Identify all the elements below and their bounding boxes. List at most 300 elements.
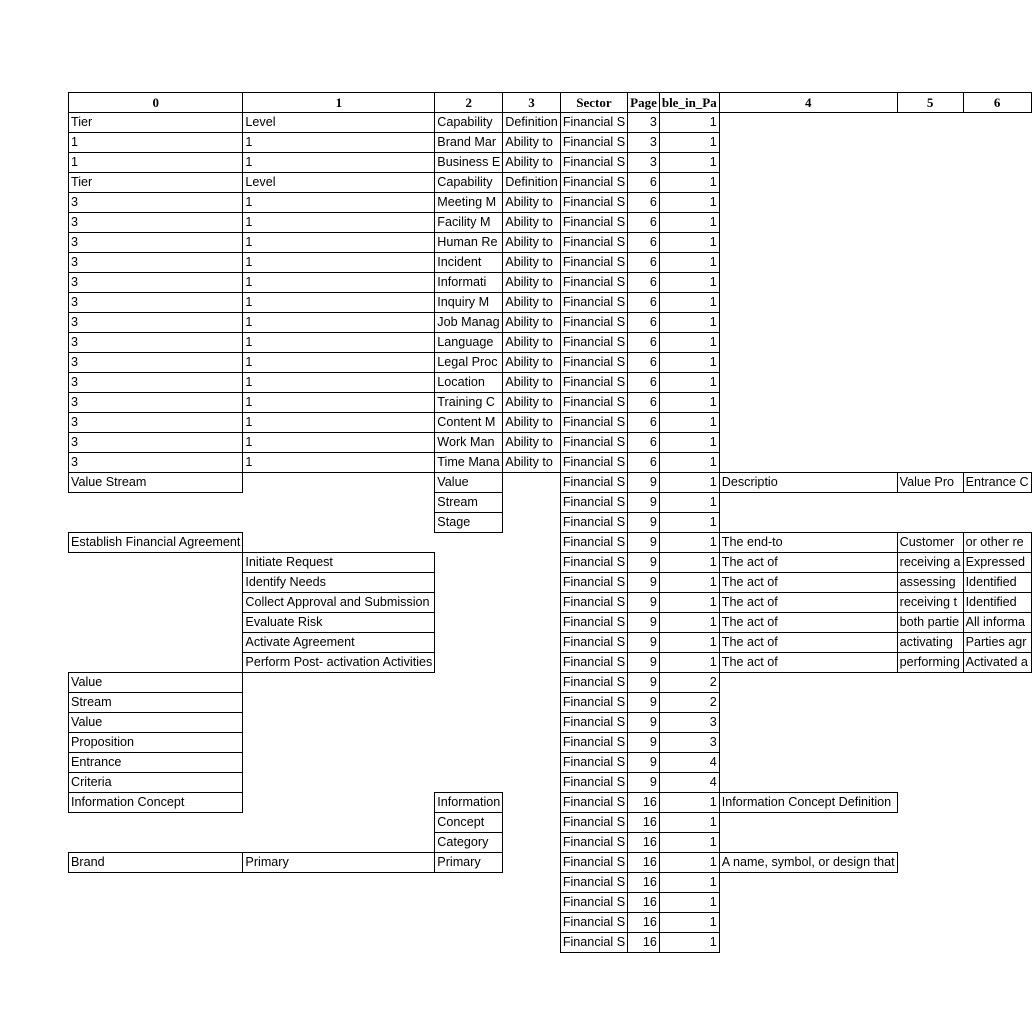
- table-cell[interactable]: 6: [628, 193, 660, 213]
- table-cell[interactable]: 1: [243, 413, 435, 433]
- table-cell[interactable]: Inquiry M: [435, 293, 503, 313]
- table-cell[interactable]: [719, 833, 897, 853]
- table-cell[interactable]: [719, 233, 897, 253]
- table-cell[interactable]: [435, 533, 503, 553]
- table-cell[interactable]: [963, 373, 1031, 393]
- table-cell[interactable]: Value: [69, 673, 243, 693]
- table-cell[interactable]: Concept: [435, 813, 503, 833]
- table-cell[interactable]: [963, 493, 1031, 513]
- table-cell[interactable]: [243, 733, 435, 753]
- table-cell[interactable]: [897, 413, 963, 433]
- table-cell[interactable]: [897, 893, 963, 913]
- table-cell[interactable]: 6: [628, 453, 660, 473]
- table-cell[interactable]: 1: [659, 213, 719, 233]
- table-cell[interactable]: [963, 893, 1031, 913]
- table-cell[interactable]: [963, 513, 1031, 533]
- table-cell[interactable]: [69, 573, 243, 593]
- table-cell[interactable]: [897, 733, 963, 753]
- table-cell[interactable]: 6: [628, 373, 660, 393]
- table-cell[interactable]: Financial S: [560, 313, 627, 333]
- table-cell[interactable]: 1: [659, 173, 719, 193]
- table-cell[interactable]: 9: [628, 633, 660, 653]
- table-cell[interactable]: 3: [69, 253, 243, 273]
- table-cell[interactable]: [435, 713, 503, 733]
- table-cell[interactable]: 3: [659, 733, 719, 753]
- table-cell[interactable]: [897, 933, 963, 953]
- table-cell[interactable]: [435, 553, 503, 573]
- table-cell[interactable]: [897, 313, 963, 333]
- table-cell[interactable]: Identify Needs: [243, 573, 435, 593]
- table-cell[interactable]: [69, 513, 243, 533]
- table-cell[interactable]: 2: [659, 673, 719, 693]
- table-cell[interactable]: Identified: [963, 593, 1031, 613]
- table-cell[interactable]: Definition: [503, 173, 561, 193]
- table-cell[interactable]: 1: [659, 113, 719, 133]
- table-cell[interactable]: or other re: [963, 533, 1031, 553]
- table-cell[interactable]: Financial S: [560, 253, 627, 273]
- table-cell[interactable]: [963, 793, 1031, 813]
- table-cell[interactable]: Financial S: [560, 273, 627, 293]
- table-cell[interactable]: Ability to: [503, 373, 561, 393]
- table-cell[interactable]: performing: [897, 653, 963, 673]
- table-cell[interactable]: 1: [659, 893, 719, 913]
- table-cell[interactable]: 16: [628, 913, 660, 933]
- table-cell[interactable]: Financial S: [560, 393, 627, 413]
- table-cell[interactable]: [243, 753, 435, 773]
- column-header[interactable]: 6: [963, 93, 1031, 113]
- table-cell[interactable]: Financial S: [560, 473, 627, 493]
- table-cell[interactable]: 9: [628, 753, 660, 773]
- table-cell[interactable]: Information Concept: [69, 793, 243, 813]
- table-cell[interactable]: 1: [659, 293, 719, 313]
- table-cell[interactable]: [897, 233, 963, 253]
- table-cell[interactable]: Financial S: [560, 593, 627, 613]
- table-cell[interactable]: 9: [628, 513, 660, 533]
- table-cell[interactable]: 3: [69, 433, 243, 453]
- table-cell[interactable]: Job Manag: [435, 313, 503, 333]
- table-cell[interactable]: Value: [69, 713, 243, 733]
- table-cell[interactable]: [897, 853, 963, 873]
- table-cell[interactable]: 1: [659, 453, 719, 473]
- table-cell[interactable]: [897, 293, 963, 313]
- table-cell[interactable]: [503, 773, 561, 793]
- table-cell[interactable]: 1: [659, 913, 719, 933]
- table-cell[interactable]: Financial S: [560, 913, 627, 933]
- column-header[interactable]: 0: [69, 93, 243, 113]
- table-cell[interactable]: [963, 193, 1031, 213]
- table-cell[interactable]: Financial S: [560, 733, 627, 753]
- table-cell[interactable]: [435, 893, 503, 913]
- table-cell[interactable]: Financial S: [560, 193, 627, 213]
- table-cell[interactable]: 9: [628, 773, 660, 793]
- table-cell[interactable]: 16: [628, 813, 660, 833]
- table-cell[interactable]: [69, 893, 243, 913]
- table-cell[interactable]: Financial S: [560, 613, 627, 633]
- table-cell[interactable]: Financial S: [560, 493, 627, 513]
- table-cell[interactable]: A name, symbol, or design that: [719, 853, 897, 873]
- table-cell[interactable]: Financial S: [560, 233, 627, 253]
- table-cell[interactable]: Information Concept Definition: [719, 793, 897, 813]
- table-cell[interactable]: Time Mana: [435, 453, 503, 473]
- table-cell[interactable]: Tier: [69, 113, 243, 133]
- table-cell[interactable]: The act of: [719, 653, 897, 673]
- table-cell[interactable]: [897, 193, 963, 213]
- table-cell[interactable]: 1: [659, 253, 719, 273]
- table-cell[interactable]: Financial S: [560, 533, 627, 553]
- table-cell[interactable]: 1: [659, 573, 719, 593]
- table-cell[interactable]: Financial S: [560, 133, 627, 153]
- table-cell[interactable]: [897, 253, 963, 273]
- table-cell[interactable]: Language: [435, 333, 503, 353]
- table-cell[interactable]: [963, 873, 1031, 893]
- table-cell[interactable]: 1: [243, 313, 435, 333]
- table-cell[interactable]: [69, 653, 243, 673]
- table-cell[interactable]: 6: [628, 293, 660, 313]
- table-cell[interactable]: Financial S: [560, 553, 627, 573]
- table-cell[interactable]: [719, 313, 897, 333]
- table-cell[interactable]: [963, 233, 1031, 253]
- table-cell[interactable]: 1: [659, 833, 719, 853]
- table-cell[interactable]: activating: [897, 633, 963, 653]
- table-cell[interactable]: 9: [628, 493, 660, 513]
- table-cell[interactable]: [503, 533, 561, 553]
- table-cell[interactable]: Category: [435, 833, 503, 853]
- table-cell[interactable]: Activate Agreement: [243, 633, 435, 653]
- table-cell[interactable]: 6: [628, 393, 660, 413]
- table-cell[interactable]: Stage: [435, 513, 503, 533]
- table-cell[interactable]: Descriptio: [719, 473, 897, 493]
- table-cell[interactable]: [897, 753, 963, 773]
- table-cell[interactable]: The act of: [719, 553, 897, 573]
- table-cell[interactable]: [435, 573, 503, 593]
- table-cell[interactable]: Financial S: [560, 153, 627, 173]
- table-cell[interactable]: [897, 513, 963, 533]
- table-cell[interactable]: [69, 553, 243, 573]
- table-cell[interactable]: 3: [69, 413, 243, 433]
- table-cell[interactable]: [435, 693, 503, 713]
- table-cell[interactable]: 1: [659, 153, 719, 173]
- table-cell[interactable]: [719, 413, 897, 433]
- table-cell[interactable]: Financial S: [560, 653, 627, 673]
- column-header[interactable]: 4: [719, 93, 897, 113]
- table-cell[interactable]: 3: [69, 193, 243, 213]
- table-cell[interactable]: Ability to: [503, 253, 561, 273]
- table-cell[interactable]: 3: [69, 393, 243, 413]
- table-cell[interactable]: [435, 613, 503, 633]
- table-cell[interactable]: 3: [69, 373, 243, 393]
- table-cell[interactable]: [503, 933, 561, 953]
- table-cell[interactable]: Parties agr: [963, 633, 1031, 653]
- table-cell[interactable]: [963, 213, 1031, 233]
- table-cell[interactable]: 9: [628, 613, 660, 633]
- table-cell[interactable]: [243, 833, 435, 853]
- table-cell[interactable]: 1: [243, 233, 435, 253]
- table-cell[interactable]: [963, 693, 1031, 713]
- table-cell[interactable]: [503, 593, 561, 613]
- table-cell[interactable]: [503, 793, 561, 813]
- table-cell[interactable]: 1: [243, 133, 435, 153]
- table-cell[interactable]: [435, 753, 503, 773]
- table-cell[interactable]: assessing: [897, 573, 963, 593]
- table-cell[interactable]: 1: [659, 413, 719, 433]
- table-cell[interactable]: 16: [628, 893, 660, 913]
- table-cell[interactable]: Entrance C: [963, 473, 1031, 493]
- table-cell[interactable]: [963, 253, 1031, 273]
- table-cell[interactable]: [897, 113, 963, 133]
- table-cell[interactable]: 1: [659, 533, 719, 553]
- table-cell[interactable]: Work Man: [435, 433, 503, 453]
- table-cell[interactable]: 1: [243, 373, 435, 393]
- table-cell[interactable]: [243, 473, 435, 493]
- table-cell[interactable]: [719, 693, 897, 713]
- table-cell[interactable]: Ability to: [503, 353, 561, 373]
- table-cell[interactable]: 1: [659, 133, 719, 153]
- table-cell[interactable]: Primary: [435, 853, 503, 873]
- table-cell[interactable]: [243, 513, 435, 533]
- table-cell[interactable]: [897, 213, 963, 233]
- table-cell[interactable]: Information: [435, 793, 503, 813]
- table-cell[interactable]: [719, 813, 897, 833]
- table-cell[interactable]: Identified: [963, 573, 1031, 593]
- table-cell[interactable]: [69, 933, 243, 953]
- table-cell[interactable]: [69, 913, 243, 933]
- table-cell[interactable]: Ability to: [503, 193, 561, 213]
- table-cell[interactable]: Financial S: [560, 573, 627, 593]
- table-cell[interactable]: [243, 673, 435, 693]
- table-cell[interactable]: [963, 313, 1031, 333]
- table-cell[interactable]: Activated a: [963, 653, 1031, 673]
- table-cell[interactable]: 1: [69, 133, 243, 153]
- table-cell[interactable]: Level: [243, 173, 435, 193]
- table-cell[interactable]: 16: [628, 833, 660, 853]
- table-cell[interactable]: [503, 573, 561, 593]
- table-cell[interactable]: [963, 673, 1031, 693]
- table-cell[interactable]: receiving a: [897, 553, 963, 573]
- table-cell[interactable]: Tier: [69, 173, 243, 193]
- table-cell[interactable]: [719, 873, 897, 893]
- table-cell[interactable]: [897, 353, 963, 373]
- table-cell[interactable]: [719, 493, 897, 513]
- table-cell[interactable]: 1: [243, 153, 435, 173]
- table-cell[interactable]: [503, 893, 561, 913]
- table-cell[interactable]: 1: [659, 853, 719, 873]
- table-cell[interactable]: [435, 733, 503, 753]
- table-cell[interactable]: [719, 293, 897, 313]
- table-cell[interactable]: Initiate Request: [243, 553, 435, 573]
- table-cell[interactable]: Ability to: [503, 393, 561, 413]
- table-cell[interactable]: [963, 333, 1031, 353]
- table-cell[interactable]: 1: [243, 293, 435, 313]
- column-header[interactable]: 5: [897, 93, 963, 113]
- table-cell[interactable]: Financial S: [560, 933, 627, 953]
- table-cell[interactable]: [69, 873, 243, 893]
- table-cell[interactable]: 6: [628, 213, 660, 233]
- table-cell[interactable]: Definition: [503, 113, 561, 133]
- table-cell[interactable]: 3: [69, 353, 243, 373]
- table-cell[interactable]: [69, 613, 243, 633]
- table-cell[interactable]: [243, 533, 435, 553]
- table-cell[interactable]: 6: [628, 313, 660, 333]
- table-cell[interactable]: 16: [628, 933, 660, 953]
- table-cell[interactable]: Establish Financial Agreement: [69, 533, 243, 553]
- table-cell[interactable]: [69, 813, 243, 833]
- table-cell[interactable]: The act of: [719, 593, 897, 613]
- table-cell[interactable]: Ability to: [503, 273, 561, 293]
- table-cell[interactable]: [719, 713, 897, 733]
- table-cell[interactable]: 9: [628, 553, 660, 573]
- table-cell[interactable]: [503, 473, 561, 493]
- table-cell[interactable]: 16: [628, 873, 660, 893]
- table-cell[interactable]: Financial S: [560, 673, 627, 693]
- table-cell[interactable]: Informati: [435, 273, 503, 293]
- table-cell[interactable]: [719, 393, 897, 413]
- table-cell[interactable]: [719, 333, 897, 353]
- table-cell[interactable]: Brand: [69, 853, 243, 873]
- table-cell[interactable]: [503, 753, 561, 773]
- table-cell[interactable]: 4: [659, 753, 719, 773]
- table-cell[interactable]: [243, 933, 435, 953]
- table-cell[interactable]: [719, 153, 897, 173]
- table-cell[interactable]: Level: [243, 113, 435, 133]
- table-cell[interactable]: Financial S: [560, 173, 627, 193]
- table-cell[interactable]: 16: [628, 793, 660, 813]
- table-cell[interactable]: [897, 273, 963, 293]
- table-cell[interactable]: [963, 913, 1031, 933]
- table-cell[interactable]: [963, 353, 1031, 373]
- table-cell[interactable]: [69, 593, 243, 613]
- column-header[interactable]: Sector: [560, 93, 627, 113]
- table-cell[interactable]: 1: [659, 353, 719, 373]
- column-header[interactable]: Page: [628, 93, 660, 113]
- table-cell[interactable]: [897, 673, 963, 693]
- table-cell[interactable]: [897, 773, 963, 793]
- table-cell[interactable]: 2: [659, 693, 719, 713]
- table-cell[interactable]: 3: [69, 333, 243, 353]
- table-cell[interactable]: 1: [659, 633, 719, 653]
- table-cell[interactable]: 3: [659, 713, 719, 733]
- table-cell[interactable]: Financial S: [560, 833, 627, 853]
- table-cell[interactable]: [69, 633, 243, 653]
- table-cell[interactable]: 1: [659, 273, 719, 293]
- table-cell[interactable]: Financial S: [560, 633, 627, 653]
- table-cell[interactable]: 1: [659, 373, 719, 393]
- table-cell[interactable]: [963, 433, 1031, 453]
- table-cell[interactable]: 1: [659, 333, 719, 353]
- table-cell[interactable]: [243, 493, 435, 513]
- table-cell[interactable]: [503, 813, 561, 833]
- table-cell[interactable]: 1: [659, 873, 719, 893]
- table-cell[interactable]: [963, 733, 1031, 753]
- column-header[interactable]: ble_in_Pa: [659, 93, 719, 113]
- table-cell[interactable]: 1: [659, 393, 719, 413]
- table-cell[interactable]: 1: [243, 273, 435, 293]
- table-cell[interactable]: Proposition: [69, 733, 243, 753]
- table-cell[interactable]: 3: [628, 133, 660, 153]
- table-cell[interactable]: Financial S: [560, 753, 627, 773]
- table-cell[interactable]: [435, 913, 503, 933]
- table-cell[interactable]: 9: [628, 573, 660, 593]
- table-cell[interactable]: 1: [659, 553, 719, 573]
- table-cell[interactable]: [897, 333, 963, 353]
- table-cell[interactable]: Meeting M: [435, 193, 503, 213]
- table-cell[interactable]: [897, 133, 963, 153]
- table-cell[interactable]: [897, 373, 963, 393]
- table-cell[interactable]: Criteria: [69, 773, 243, 793]
- table-cell[interactable]: Legal Proc: [435, 353, 503, 373]
- table-cell[interactable]: Financial S: [560, 513, 627, 533]
- table-cell[interactable]: [963, 713, 1031, 733]
- table-cell[interactable]: [503, 713, 561, 733]
- table-cell[interactable]: 1: [659, 613, 719, 633]
- table-cell[interactable]: The act of: [719, 573, 897, 593]
- table-cell[interactable]: 9: [628, 593, 660, 613]
- table-cell[interactable]: Financial S: [560, 433, 627, 453]
- table-cell[interactable]: [963, 413, 1031, 433]
- table-cell[interactable]: Financial S: [560, 813, 627, 833]
- table-cell[interactable]: Ability to: [503, 233, 561, 253]
- table-cell[interactable]: [897, 833, 963, 853]
- table-cell[interactable]: Financial S: [560, 213, 627, 233]
- table-cell[interactable]: Financial S: [560, 693, 627, 713]
- table-cell[interactable]: Financial S: [560, 893, 627, 913]
- table-cell[interactable]: [719, 673, 897, 693]
- table-cell[interactable]: [243, 913, 435, 933]
- table-cell[interactable]: Human Re: [435, 233, 503, 253]
- table-cell[interactable]: [963, 753, 1031, 773]
- table-cell[interactable]: Content M: [435, 413, 503, 433]
- table-cell[interactable]: Financial S: [560, 453, 627, 473]
- table-cell[interactable]: [963, 393, 1031, 413]
- table-cell[interactable]: Capability: [435, 173, 503, 193]
- table-cell[interactable]: Stream: [435, 493, 503, 513]
- table-cell[interactable]: Ability to: [503, 313, 561, 333]
- table-cell[interactable]: 1: [243, 353, 435, 373]
- table-cell[interactable]: [719, 133, 897, 153]
- table-cell[interactable]: Brand Mar: [435, 133, 503, 153]
- table-cell[interactable]: Facility M: [435, 213, 503, 233]
- table-cell[interactable]: [719, 433, 897, 453]
- table-cell[interactable]: Location: [435, 373, 503, 393]
- table-cell[interactable]: Primary: [243, 853, 435, 873]
- table-cell[interactable]: [243, 893, 435, 913]
- table-cell[interactable]: 9: [628, 653, 660, 673]
- table-cell[interactable]: 1: [659, 233, 719, 253]
- table-cell[interactable]: Financial S: [560, 713, 627, 733]
- table-cell[interactable]: 1: [243, 453, 435, 473]
- table-cell[interactable]: 3: [628, 153, 660, 173]
- table-cell[interactable]: 1: [659, 793, 719, 813]
- table-cell[interactable]: Financial S: [560, 293, 627, 313]
- table-cell[interactable]: [243, 693, 435, 713]
- table-cell[interactable]: [503, 633, 561, 653]
- column-header[interactable]: 1: [243, 93, 435, 113]
- table-cell[interactable]: Ability to: [503, 453, 561, 473]
- table-cell[interactable]: 1: [659, 653, 719, 673]
- table-cell[interactable]: both partie: [897, 613, 963, 633]
- table-cell[interactable]: 3: [69, 453, 243, 473]
- table-cell[interactable]: [719, 933, 897, 953]
- table-cell[interactable]: [719, 913, 897, 933]
- table-cell[interactable]: 1: [243, 213, 435, 233]
- table-cell[interactable]: 1: [659, 473, 719, 493]
- table-cell[interactable]: 6: [628, 353, 660, 373]
- table-cell[interactable]: Entrance: [69, 753, 243, 773]
- table-cell[interactable]: Financial S: [560, 413, 627, 433]
- table-cell[interactable]: [719, 733, 897, 753]
- table-cell[interactable]: Ability to: [503, 293, 561, 313]
- table-cell[interactable]: 1: [659, 193, 719, 213]
- table-cell[interactable]: 9: [628, 673, 660, 693]
